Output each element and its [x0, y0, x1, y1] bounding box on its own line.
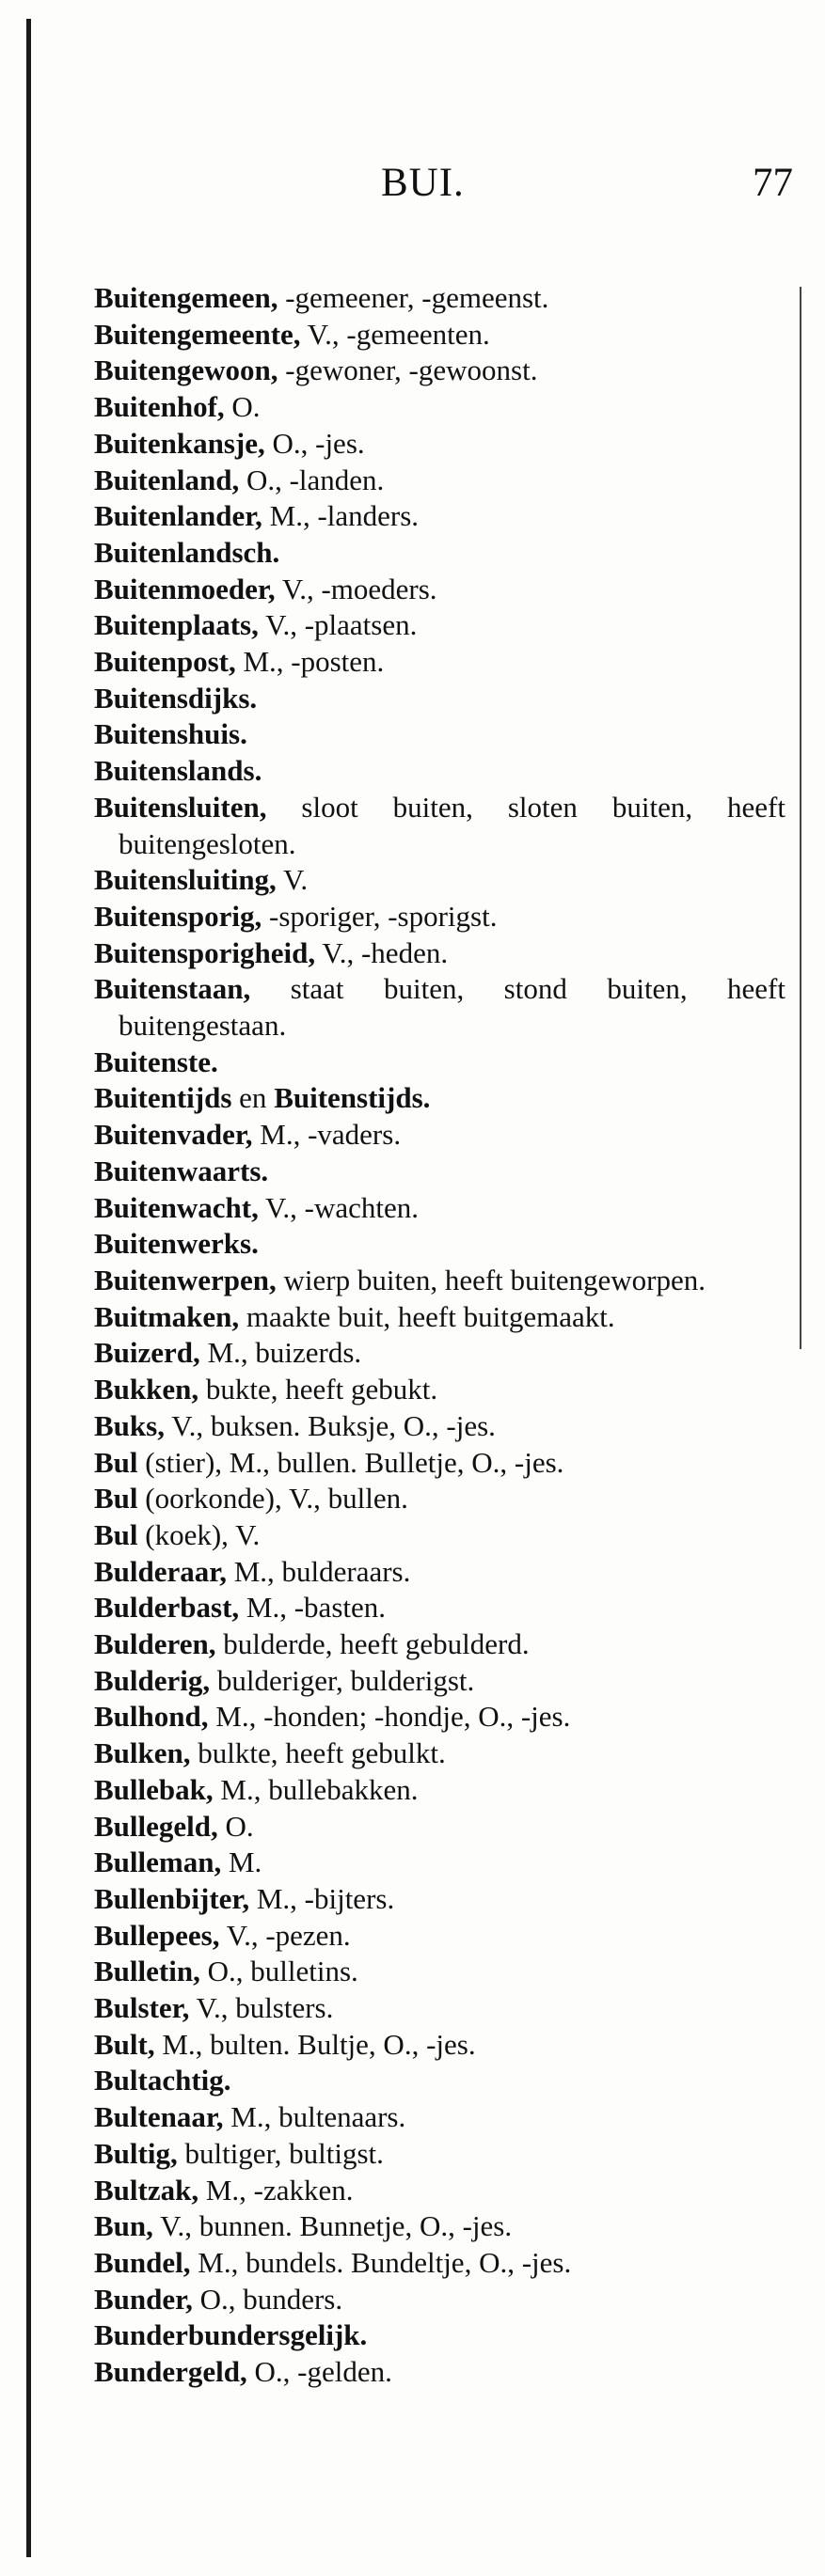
dictionary-entry: [94, 280, 785, 317]
entry-definition: O., bunders.: [199, 2282, 343, 2316]
dictionary-entry: [94, 1117, 785, 1154]
dictionary-entry: [94, 2282, 785, 2318]
entry-definition: (stier), M., bullen. Bulletje, O., -jes.: [145, 1445, 564, 1479]
entry-headword: Bullenbijter,: [94, 1881, 250, 1915]
entry-list: [94, 280, 785, 2391]
entry-headword: Bul: [94, 1445, 138, 1479]
entry-headword: Buitenland,: [94, 463, 240, 496]
entry-headword: Buitenmoeder,: [94, 572, 276, 605]
entry-definition: O.: [231, 390, 261, 424]
entry-definition: O.: [225, 1809, 254, 1843]
entry-headword: Buitensporigheid,: [94, 935, 316, 969]
entry-definition: (koek), V.: [145, 1517, 261, 1551]
dictionary-entry: [94, 2099, 785, 2136]
dictionary-entry: [94, 2354, 785, 2391]
entry-definition: O., -jes.: [272, 426, 365, 460]
entry-definition: -gemeener, -gemeenst.: [285, 281, 549, 314]
entry-definition: O., bulletins.: [207, 1955, 358, 1988]
entry-headword: Bundel,: [94, 2245, 191, 2279]
entry-headword: Buitensporig,: [94, 899, 262, 933]
dictionary-entry: [94, 1408, 785, 1445]
entry-definition: sloot buiten, sloten buiten, heeft buitengesloten.: [119, 790, 785, 860]
dictionary-entry: [94, 2317, 785, 2354]
entry-definition: V., -wachten.: [265, 1190, 420, 1224]
page-title: BUI.: [381, 161, 465, 205]
entry-headword: Bulster,: [94, 1991, 190, 2025]
entry-headword: Bundergeld,: [94, 2355, 247, 2389]
dictionary-entry: [94, 935, 785, 972]
dictionary-entry: [94, 1517, 785, 1554]
entry-headword: Bullegeld,: [94, 1809, 218, 1843]
entry-headword: Buitmaken,: [94, 1299, 240, 1333]
entry-definition: O., -landen.: [246, 463, 385, 496]
dictionary-entry: [94, 2063, 785, 2099]
dictionary-entry: [94, 1990, 785, 2027]
entry-definition: M., -basten.: [246, 1591, 387, 1625]
entry-definition: M., bundels. Bundeltje, O., -jes.: [198, 2245, 572, 2279]
dictionary-entry: [94, 2245, 785, 2282]
dictionary-entry: [94, 2208, 785, 2245]
entry-definition: M., -landers.: [269, 499, 420, 533]
entry-headword: Buitenstaan,: [94, 972, 251, 1006]
entry-headword: Buitenwerpen,: [94, 1263, 277, 1296]
entry-headword: Buitenkansje,: [94, 426, 265, 460]
page-header: [0, 160, 825, 216]
dictionary-entry: [94, 1299, 785, 1336]
dictionary-entry: [94, 899, 785, 935]
entry-definition: O., -gelden.: [254, 2355, 392, 2389]
dictionary-entry: [94, 463, 785, 499]
dictionary-entry: [94, 1699, 785, 1736]
dictionary-entry: [94, 1045, 785, 1081]
entry-headword: Bultig,: [94, 2136, 178, 2170]
dictionary-entry: [94, 1080, 785, 1117]
dictionary-entry: [94, 1445, 785, 1482]
entry-definition: M.: [228, 1846, 262, 1879]
dictionary-entry: [94, 572, 785, 608]
dictionary-entry: [94, 1954, 785, 1990]
entry-headword: Buitenwaarts.: [94, 1154, 269, 1187]
entry-definition: M., -zakken.: [205, 2173, 354, 2207]
entry-definition: V., buksen. Buksje, O., -jes.: [171, 1408, 496, 1442]
entry-headword: Bultachtig.: [94, 2064, 231, 2097]
dictionary-entry: [94, 1845, 785, 1881]
entry-headword: Bunder,: [94, 2282, 193, 2316]
entry-definition: M., bulderaars.: [233, 1554, 411, 1588]
entry-headword: Bulderbast,: [94, 1591, 240, 1625]
dictionary-entry: [94, 971, 785, 1044]
entry-headword: Buitenhof,: [94, 390, 225, 424]
dictionary-entry: [94, 2136, 785, 2173]
entry-headword: Buitenvader,: [94, 1118, 253, 1152]
right-margin-line: [800, 287, 801, 1349]
entry-headword: Buitenwerks.: [94, 1227, 259, 1261]
dictionary-entry: [94, 317, 785, 353]
dictionary-entry: [94, 389, 785, 426]
entry-headword: Bun,: [94, 2209, 153, 2243]
entry-headword: Bukken,: [94, 1373, 199, 1406]
entry-headword: Buitengemeente,: [94, 317, 301, 351]
dictionary-entry: [94, 1590, 785, 1626]
entry-headword: Bultzak,: [94, 2173, 199, 2207]
entry-definition: staat buiten, stond buiten, heeft buitengestaan.: [119, 972, 785, 1043]
entry-definition: V., bunnen. Bunnetje, O., -jes.: [160, 2209, 513, 2243]
dictionary-entry: [94, 1918, 785, 1955]
entry-headword: Bulderen,: [94, 1627, 216, 1661]
dictionary-entry: [94, 1809, 785, 1846]
entry-headword: Buitengemeen,: [94, 281, 278, 314]
dictionary-entry: [94, 753, 785, 790]
entry-definition: -sporiger, -sporigst.: [269, 899, 498, 933]
entry-headword: Bulken,: [94, 1736, 191, 1770]
dictionary-entry: [94, 2173, 785, 2209]
entry-headword: Buitenplaats,: [94, 608, 259, 642]
entry-headword: Buitenwacht,: [94, 1190, 259, 1224]
dictionary-entry: [94, 1263, 785, 1299]
entry-headword-variant: Buitenstijds.: [274, 1081, 431, 1115]
entry-headword: Buitensluiting,: [94, 863, 277, 897]
dictionary-entry: [94, 1190, 785, 1227]
entry-definition: M., bultenaars.: [230, 2100, 406, 2134]
entry-definition: M., bulten. Bultje, O., -jes.: [162, 2027, 476, 2061]
dictionary-entry: [94, 644, 785, 681]
dictionary-entry: [94, 2027, 785, 2064]
page-number: 77: [753, 161, 793, 205]
entry-definition: M., -vaders.: [260, 1118, 402, 1152]
entry-definition: M., buizerds.: [207, 1336, 362, 1370]
entry-headword: Bul: [94, 1517, 138, 1551]
left-margin-rule: [26, 19, 31, 2557]
entry-definition: bulderiger, bulderigst.: [216, 1663, 475, 1697]
dictionary-entry: [94, 681, 785, 717]
entry-headword: Buitenste.: [94, 1045, 218, 1078]
entry-definition: maakte buit, heeft buitgemaakt.: [246, 1299, 615, 1333]
entry-headword: Bulletin,: [94, 1955, 200, 1988]
entry-headword: Buitensluiten,: [94, 790, 267, 824]
dictionary-entry: [94, 1154, 785, 1190]
dictionary-entry: [94, 1554, 785, 1591]
entry-headword: Bult,: [94, 2027, 155, 2061]
entry-definition: wierp buiten, heeft buitengeworpen.: [283, 1263, 706, 1296]
entry-headword: Buitengewoon,: [94, 353, 278, 387]
entry-headword: Bulleman,: [94, 1846, 222, 1879]
dictionary-entry: [94, 1736, 785, 1772]
entry-definition: V., -gemeenten.: [307, 317, 490, 351]
dictionary-entry: [94, 862, 785, 899]
entry-headword: Bulderig,: [94, 1663, 211, 1697]
entry-headword: Bunderbundersgelijk.: [94, 2318, 368, 2352]
entry-definition: M., bullebakken.: [220, 1772, 419, 1806]
entry-headword: Buitenlandsch.: [94, 535, 280, 569]
entry-definition: V., bulsters.: [196, 1991, 334, 2025]
entry-definition: V., -pezen.: [226, 1918, 351, 1952]
entry-headword: Buitensdijks.: [94, 681, 258, 715]
dictionary-entry: [94, 1226, 785, 1263]
dictionary-entry: [94, 1881, 785, 1918]
entry-headword: Bullepees,: [94, 1918, 220, 1952]
entry-definition: bulkte, heeft gebulkt.: [198, 1736, 446, 1770]
entry-headword: Bulderaar,: [94, 1554, 227, 1588]
entry-headword: Buitenshuis.: [94, 717, 247, 751]
entry-headword: Buitenlander,: [94, 499, 262, 533]
dictionary-entry: [94, 426, 785, 463]
entry-definition: M., -posten.: [243, 645, 385, 679]
dictionary-entry: [94, 1663, 785, 1700]
entry-definition: en: [239, 1081, 267, 1115]
dictionary-entry: [94, 716, 785, 753]
entry-definition: V., -plaatsen.: [265, 608, 418, 642]
entry-definition: V., -heden.: [322, 935, 449, 969]
entry-definition: -gewoner, -gewoonst.: [285, 353, 538, 387]
dictionary-entry: [94, 535, 785, 572]
entry-headword: Buks,: [94, 1408, 165, 1442]
dictionary-entry: [94, 353, 785, 389]
entry-headword: Bul: [94, 1482, 138, 1516]
dictionary-entry: [94, 1335, 785, 1372]
dictionary-entry: [94, 790, 785, 862]
dictionary-entry: [94, 1481, 785, 1517]
dictionary-entry: [94, 1372, 785, 1408]
dictionary-entry: [94, 1626, 785, 1663]
entry-headword: Bultenaar,: [94, 2100, 224, 2134]
entry-headword: Bullebak,: [94, 1772, 214, 1806]
dictionary-entry: [94, 1772, 785, 1809]
entry-headword: Buitenpost,: [94, 645, 236, 679]
entry-definition: bulderde, heeft gebulderd.: [223, 1627, 530, 1661]
entry-headword: Buitentijds: [94, 1081, 232, 1115]
entry-headword: Buitenslands.: [94, 754, 262, 788]
entry-headword: Buizerd,: [94, 1336, 200, 1370]
dictionary-entry: [94, 607, 785, 644]
entry-definition: M., -honden; -hondje, O., -jes.: [215, 1700, 571, 1734]
entry-definition: bultiger, bultigst.: [184, 2136, 384, 2170]
entry-definition: (oorkonde), V., bullen.: [145, 1482, 408, 1516]
entry-headword: Bulhond,: [94, 1700, 209, 1734]
entry-definition: bukte, heeft gebukt.: [205, 1373, 438, 1406]
dictionary-entry: [94, 498, 785, 535]
entry-definition: M., -bijters.: [256, 1881, 395, 1915]
entry-definition: V., -moeders.: [281, 572, 437, 605]
entry-definition: V.: [283, 863, 309, 897]
